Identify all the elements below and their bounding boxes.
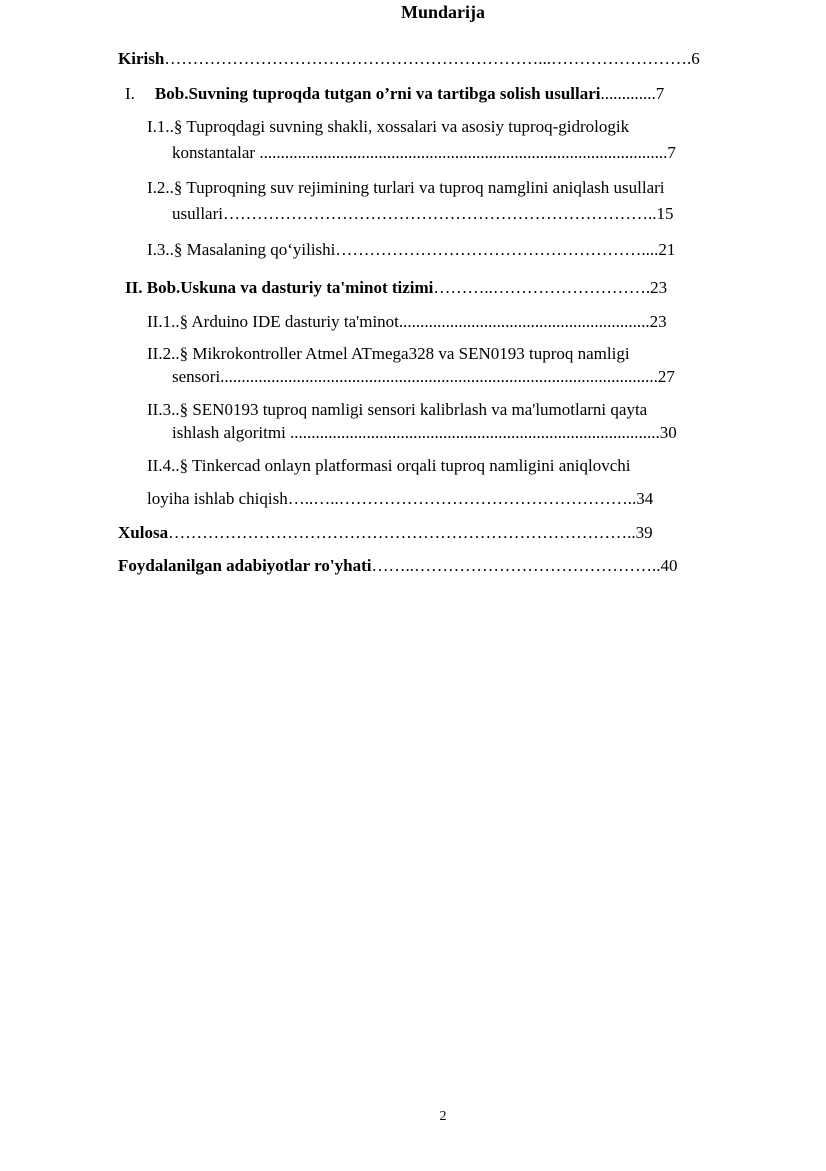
- toc-page: 7: [655, 84, 665, 103]
- toc-label: Xulosa: [118, 523, 169, 542]
- toc-entry-section-2-4[interactable]: [147, 455, 630, 477]
- toc-entry-section-2-2[interactable]: [147, 343, 630, 365]
- toc-entry-section-2-2-continuation[interactable]: [172, 366, 675, 388]
- toc-leader: .......................................................................................................: [220, 367, 658, 386]
- toc-page: 40: [660, 556, 678, 575]
- toc-leader: ...........................................................: [398, 312, 650, 331]
- toc-label: ishlash algoritmi: [172, 423, 286, 442]
- toc-label: II.1..§ Arduino IDE dasturiy ta'minot: [147, 312, 399, 331]
- toc-label: konstantalar: [172, 143, 256, 162]
- toc-leader: .......................................................................................: [285, 423, 660, 442]
- toc-entry-section-1-1-continuation[interactable]: [172, 142, 676, 164]
- toc-entry-section-2-3[interactable]: [147, 399, 647, 421]
- toc-leader: ……..……………………………………..: [371, 556, 661, 575]
- toc-entry-chapter-1[interactable]: [125, 83, 664, 105]
- toc-label: Kirish: [118, 49, 165, 68]
- toc-page: 34: [636, 489, 654, 508]
- toc-label: II.2..§ Mikrokontroller Atmel ATmega328 va SEN0193 tuproq namligi: [147, 344, 630, 363]
- toc-leader: ………………………………………………………………………..: [168, 523, 636, 542]
- toc-page: 15: [656, 204, 674, 223]
- toc-entry-section-2-1[interactable]: [147, 311, 667, 333]
- toc-label: loyiha ishlab chiqish: [147, 489, 288, 508]
- toc-page: 21: [658, 240, 676, 259]
- toc-chapter-number: I.: [125, 84, 135, 103]
- toc-label: Foydalanilgan adabiyotlar ro'yhati: [118, 556, 372, 575]
- toc-leader: ………..……………………….: [433, 278, 651, 297]
- toc-label: I.1..§ Tuproqdagi suvning shakli, xossalari va asosiy tuproq-gidrologik: [147, 117, 630, 136]
- toc-label: usullari: [172, 204, 223, 223]
- toc-entry-adabiyotlar[interactable]: [118, 555, 677, 577]
- toc-entry-section-1-1[interactable]: [147, 116, 629, 138]
- toc-label: I.3..§ Masalaning qo‘yilishi: [147, 240, 336, 259]
- toc-label: Bob.Suvning tuproqda tutgan o’rni va tartibga solish usullari: [154, 84, 601, 103]
- toc-page: 27: [657, 367, 675, 386]
- toc-leader: .............: [600, 84, 656, 103]
- toc-entry-xulosa[interactable]: [118, 522, 653, 544]
- toc-page: 23: [650, 278, 668, 297]
- toc-page: 30: [659, 423, 677, 442]
- toc-page: 39: [635, 523, 653, 542]
- toc-entry-section-2-4-continuation[interactable]: [147, 488, 653, 510]
- page-title: Mundarija: [400, 2, 485, 22]
- toc-leader: …………………………………………………………………..: [223, 204, 657, 223]
- toc-label: sensori: [172, 367, 221, 386]
- toc-entry-section-1-2-continuation[interactable]: [172, 203, 674, 225]
- toc-entry-section-2-3-continuation[interactable]: [172, 422, 677, 444]
- toc-leader: …………………………………………………………...…………………….: [164, 49, 692, 68]
- toc-page: 7: [667, 143, 676, 162]
- toc-page: 6: [691, 49, 700, 68]
- toc-label: II.4..§ Tinkercad onlayn platformasi orqali tuproq namligini aniqlovchi: [147, 456, 631, 475]
- toc-leader: …..…..……………………………………………..: [287, 489, 637, 508]
- toc-label: II. Bob.Uskuna va dasturiy ta'minot tizimi: [125, 278, 434, 297]
- toc-leader: ………………………………………………....: [335, 240, 659, 259]
- page-number: 2: [439, 1109, 447, 1124]
- toc-label: I.2..§ Tuproqning suv rejimining turlari va tuproq namglini aniqlash usullari: [147, 178, 665, 197]
- toc-entry-kirish[interactable]: [118, 48, 700, 70]
- toc-entry-section-1-3[interactable]: [147, 239, 675, 261]
- toc-page: 23: [649, 312, 667, 331]
- toc-label: II.3..§ SEN0193 tuproq namligi sensori kalibrlash va ma'lumotlarni qayta: [147, 400, 648, 419]
- toc-leader: ................................................................................................: [255, 143, 668, 162]
- toc-entry-chapter-2[interactable]: [125, 277, 667, 299]
- toc-entry-section-1-2[interactable]: [147, 177, 665, 199]
